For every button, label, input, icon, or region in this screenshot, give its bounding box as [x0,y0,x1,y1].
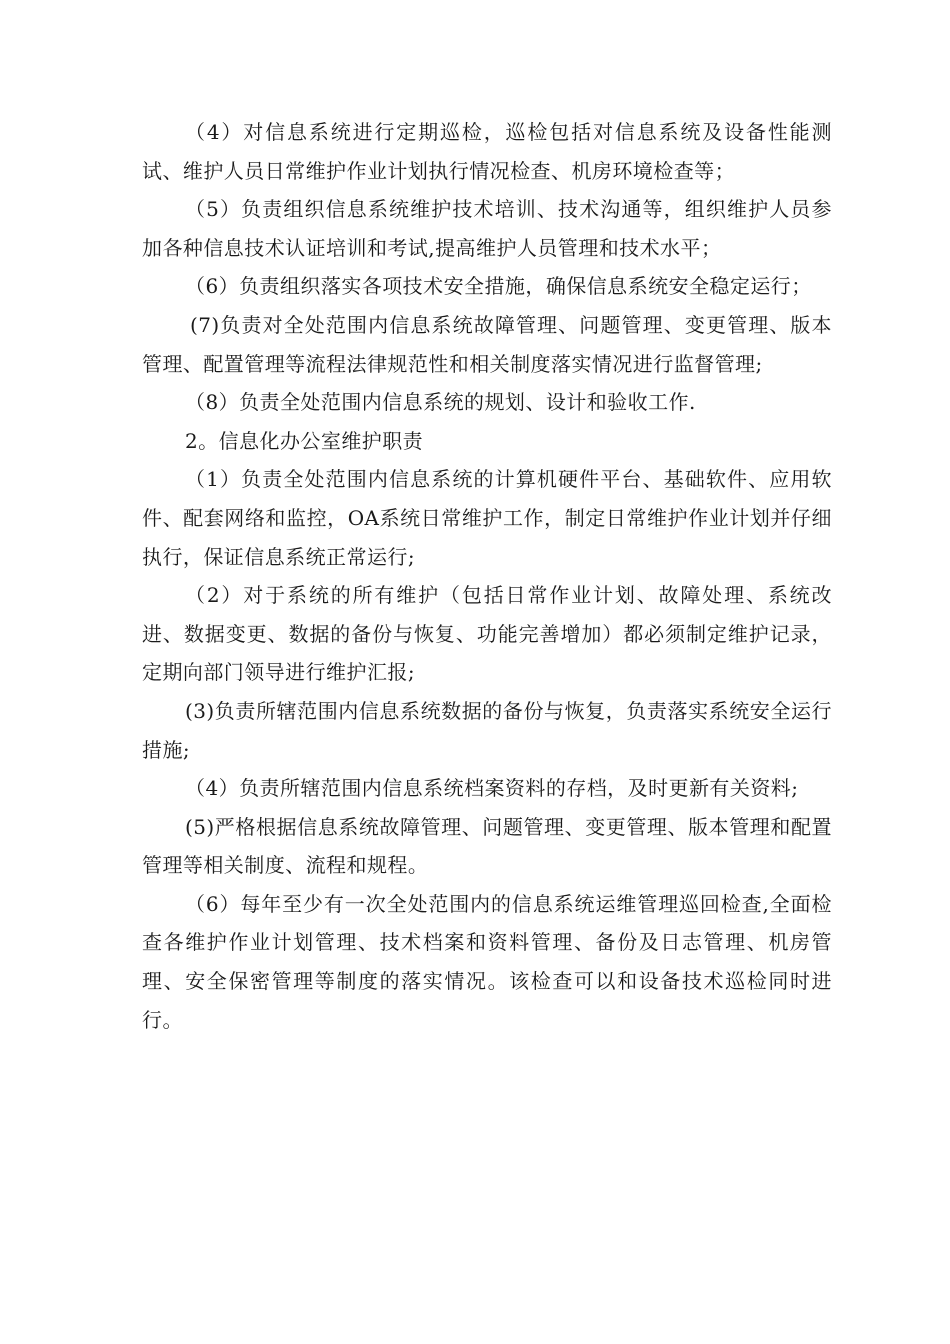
paragraph-office-item-2: （2）对于系统的所有维护（包括日常作业计划、故障处理、系统改进、数据变更、数据的备份与恢复、功能完善增加）都必须制定维护记录，定期向部门领导进行维护汇报; [142,583,832,685]
paragraph-office-item-1: （1）负责全处范围内信息系统的计算机硬件平台、基础软件、应用软件、配套网络和监控，OA系统日常维护工作，制定日常维护作业计划并仔细执行，保证信息系统正常运行; [142,467,832,569]
document-body [142,113,832,1039]
paragraph-item-4-inspection: （4）对信息系统进行定期巡检，巡检包括对信息系统及设备性能测试、维护人员日常维护作业计划执行情况检查、机房环境检查等； [142,120,832,183]
paragraph-office-item-6: （6）每年至少有一次全处范围内的信息系统运维管理巡回检查,全面检查各维护作业计划管理、技术档案和资料管理、备份及日志管理、机房管理、安全保密管理等制度的落实情况。该检查可以和设备技术巡检同时进行。 [142,891,832,1032]
paragraph-item-8-planning: （8）负责全处范围内信息系统的规划、设计和验收工作. [185,390,696,415]
paragraph-item-7-supervision: (7)负责对全处范围内信息系统故障管理、问题管理、变更管理、版本管理、配置管理等流程法律规范性和相关制度落实情况进行监督管理; [142,312,832,376]
paragraph-office-item-5: (5)严格根据信息系统故障管理、问题管理、变更管理、版本管理和配置管理等相关制度、流程和规程。 [142,814,832,878]
paragraph-item-5-training: （5）负责组织信息系统维护技术培训、技术沟通等，组织维护人员参加各种信息技术认证培训和考试,提高维护人员管理和技术水平； [142,197,832,260]
section-heading-office-duties: 2。信息化办公室维护职责 [185,428,424,453]
paragraph-item-6-security: （6）负责组织落实各项技术安全措施，确保信息系统安全稳定运行； [185,274,812,299]
paragraph-office-item-3: (3)负责所辖范围内信息系统数据的备份与恢复，负责落实系统安全运行措施; [142,698,832,762]
paragraph-office-item-4: （4）负责所辖范围内信息系统档案资料的存档，及时更新有关资料; [185,776,799,801]
